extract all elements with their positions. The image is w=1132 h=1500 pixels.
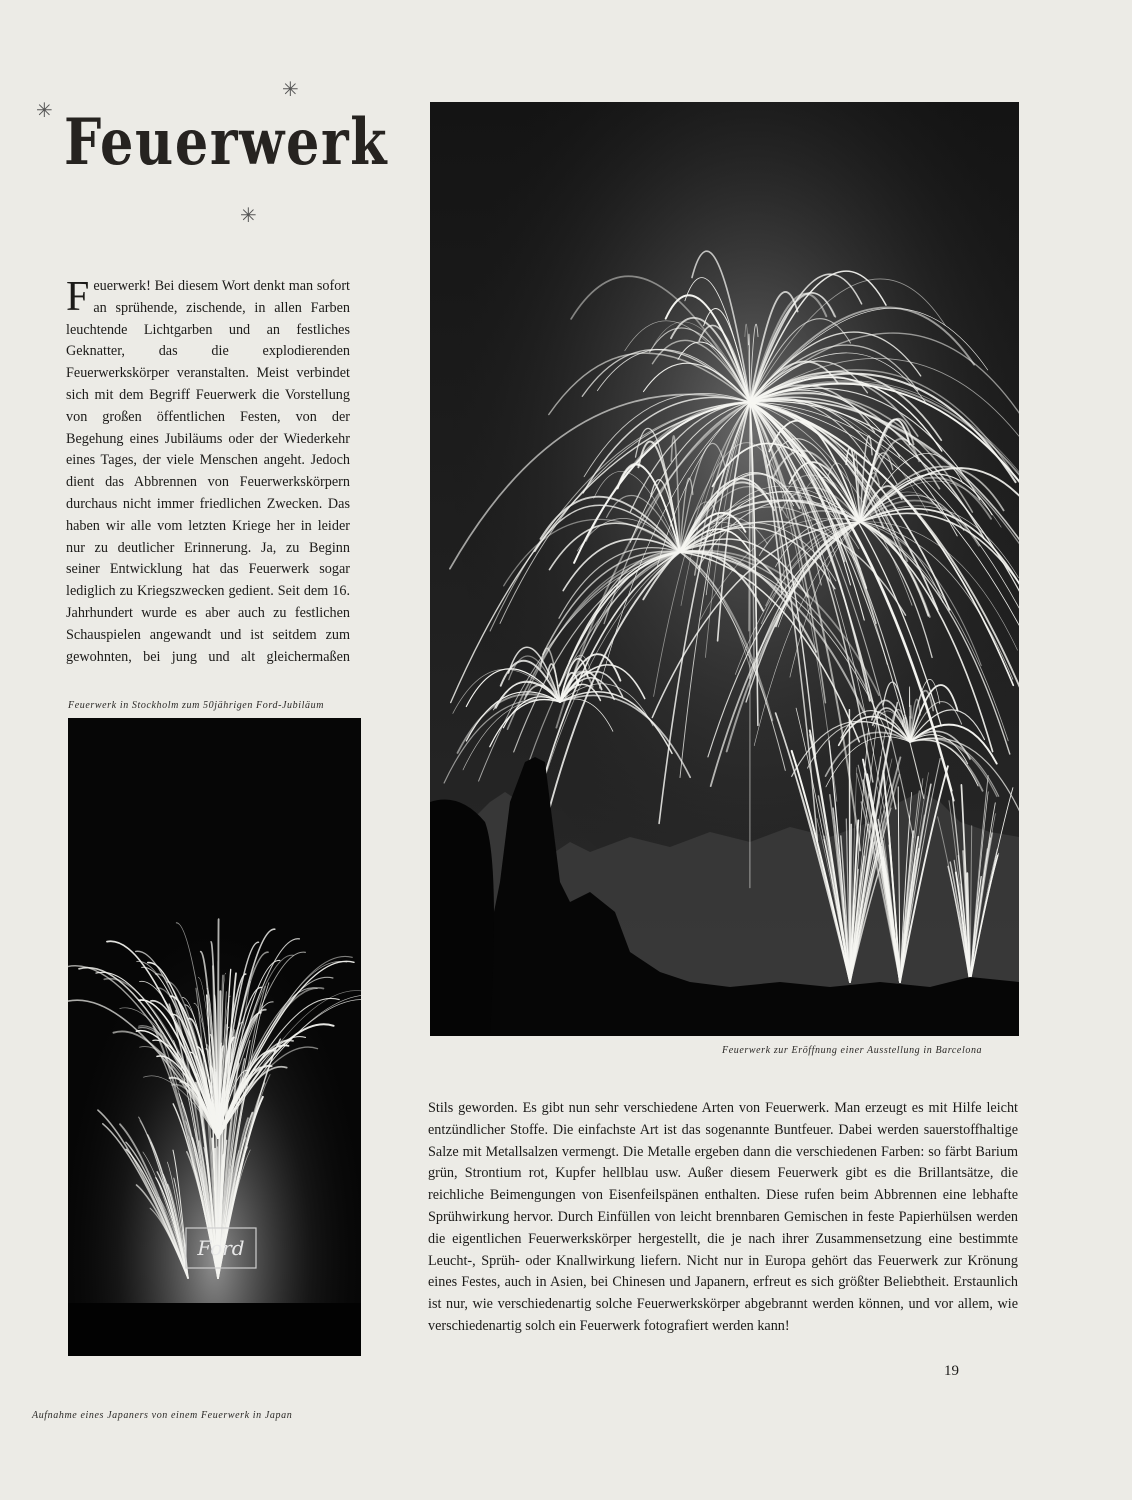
caption-stockholm: Feuerwerk in Stockholm zum 50jährigen Ford-Jubiläum (68, 700, 325, 711)
star-ornament-icon: ✳ (36, 98, 53, 122)
photo-stockholm-fireworks (68, 718, 361, 1356)
caption-barcelona: Feuerwerk zur Eröffnung einer Ausstellung in Barcelona (722, 1045, 983, 1056)
article-title: Feuerwerk (64, 105, 389, 180)
fireworks-illustration (68, 718, 361, 1356)
continuation-paragraph: Stils geworden. Es gibt nun sehr verschiedene Arten von Feuerwerk. Man erzeugt es mit Hilfe leicht entzündlicher Stoffe. Die einfachste Art ist das sogenannte Buntfeuer. Dabei werden sauerstoffhaltige Salze mit Metallsalzen vermengt. Die Metalle ergeben dann die verschiedenen Farben: so färbt Barium grün, Strontium rot, Kupfer hellblau usw. Außer diesem Feuerwerk gibt es die Brillantsätze, die reichliche Beimengungen von Eisenfeilspänen enthalten. Diese rufen beim Abbrennen eine lebhafte Sprühwirkung hervor. Durch Einfüllen von leicht brennbaren Gemischen in feste Papierhülsen werden die eigentlichen Feuerwerkskörper hergestellt, die je nach ihrer Zusammensetzung eine bestimmte Leucht-, Sprüh- oder Knallwirkung liefern. Nicht nur in Europa gehört das Feuerwerk zur Krönung eines Festes, auch in Asien, bei Chinesen und Japanern, erfreut es sich größter Beliebtheit. Erstaunlich ist nur, wie verschiedenartig solche Feuerwerkskörper abgebrannt werden können, und vor allem, wie verschiedenartig solch ein Feuerwerk fotografiert werden kann! (428, 1100, 1018, 1334)
ford-sign-text: Ford (197, 1236, 245, 1260)
star-ornament-icon: ✳ (240, 203, 257, 227)
page-number: 19 (944, 1363, 959, 1379)
intro-text: euerwerk! Bei diesem Wort denkt man sofort an sprühende, zischende, in allen Farben leuchtende Lichtgarben und an festliches Geknatter, das die explodierenden Feuerwerkskörper veranstalten. Meist verbindet sich mit dem Begriff Feuerwerk die Vorstellung von großen öffentlichen Festen, von der Begehung eines Jubiläums oder der Wiederkehr eines Tages, der viele Menschen angeht. Jedoch dient das Abbrennen von Feuerwerkskörpern durchaus nicht immer friedlichen Zwecken. Das haben wir alle vom letzten Kriege her in leider nur zu deutlicher Erinnerung. Ja, zu Beginn seiner Entwicklung hat das Feuerwerk sogar lediglich zu Kriegszwecken gedient. Seit dem 16. Jahrhundert wurde es aber auch zu festlichen Schauspielen angewandt und ist seitdem zum gewohnten, bei jung und alt gleichermaßen (66, 278, 350, 665)
drop-cap: F (66, 276, 90, 320)
fireworks-illustration (430, 102, 1019, 1036)
caption-japan: Aufnahme eines Japaners von einem Feuerwerk in Japan (32, 1410, 293, 1421)
photo-barcelona-fireworks (430, 102, 1019, 1036)
intro-paragraph (66, 276, 350, 666)
star-ornament-icon: ✳ (282, 77, 299, 101)
